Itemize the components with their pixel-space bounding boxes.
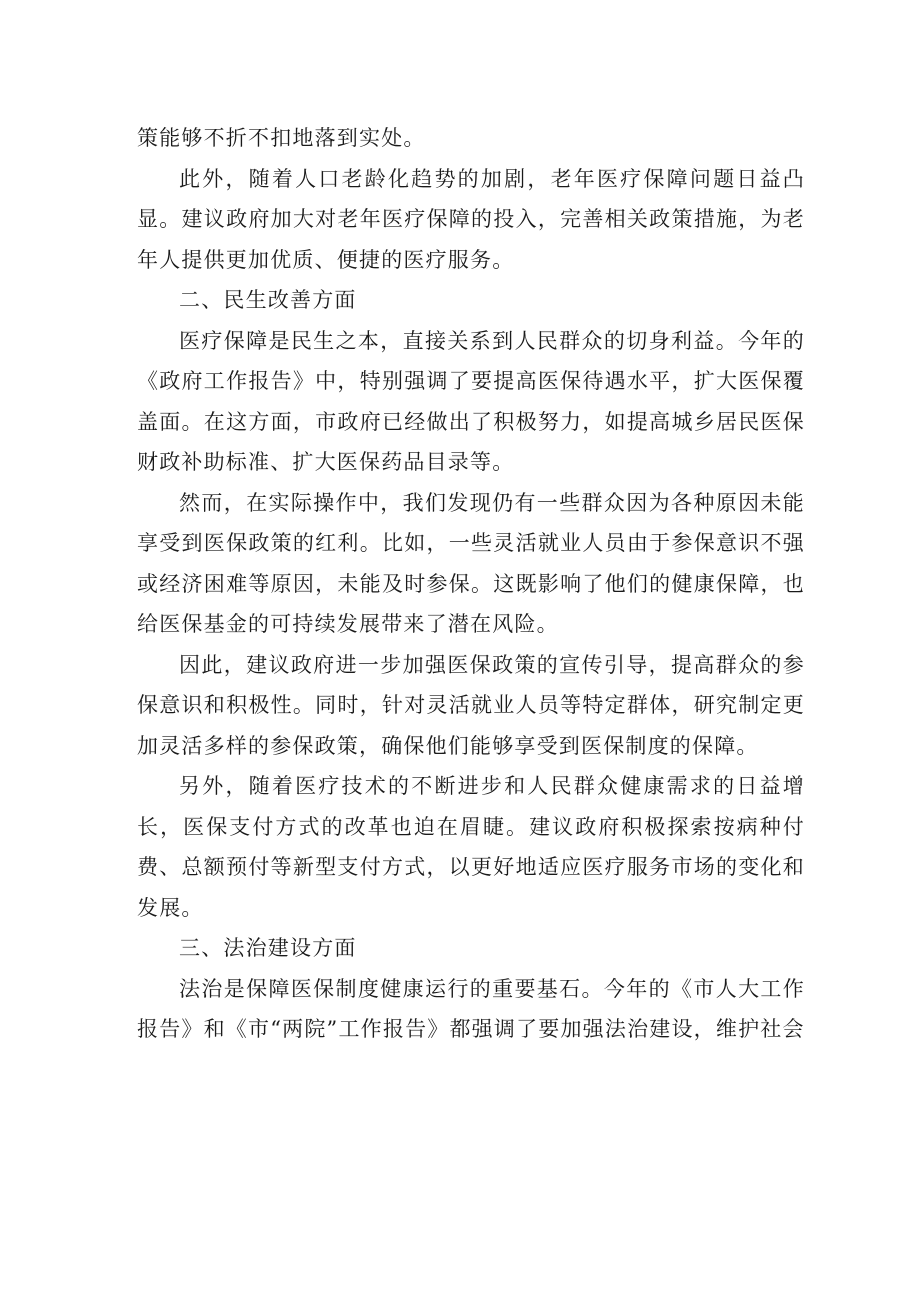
document-body xyxy=(137,118,805,1050)
section-heading-livelihood: 二、民生改善方面 xyxy=(179,288,357,312)
paragraph-rule-of-law: 法治是保障医保制度健康运行的重要基石。今年的《市人大工作报告》和《市“两院”工作报告》都强调了要加强法治建设，维护社会 xyxy=(137,976,805,1041)
paragraph-elderly-care: 此外，随着人口老龄化趋势的加剧，老年医疗保障问题日益凸显。建议政府加大对老年医疗保障的投入，完善相关政策措施，为老年人提供更加优质、便捷的医疗服务。 xyxy=(137,166,805,272)
paragraph-practical-issues: 然而，在实际操作中，我们发现仍有一些群众因为各种原因未能享受到医保政策的红利。比如，一些灵活就业人员由于参保意识不强或经济困难等原因，未能及时参保。这既影响了他们的健康保障，也给医保基金的可持续发展带来了潜在风险。 xyxy=(137,490,805,636)
paragraph-recommendations: 因此，建议政府进一步加强医保政策的宣传引导，提高群众的参保意识和积极性。同时，针对灵活就业人员等特定群体，研究制定更加灵活多样的参保政策，确保他们能够享受到医保制度的保障。 xyxy=(137,652,805,758)
section-heading-rule-of-law: 三、法治建设方面 xyxy=(179,936,357,960)
paragraph-livelihood-intro: 医疗保障是民生之本，直接关系到人民群众的切身利益。今年的《政府工作报告》中，特别强调了要提高医保待遇水平，扩大医保覆盖面。在这方面，市政府已经做出了积极努力，如提高城乡居民医保财政补助标准、扩大医保药品目录等。 xyxy=(137,328,805,474)
paragraph-continuation: 策能够不折不扣地落到实处。 xyxy=(137,126,426,150)
paragraph-payment-reform: 另外，随着医疗技术的不断进步和人民群众健康需求的日益增长，医保支付方式的改革也迫在眉睫。建议政府积极探索按病种付费、总额预付等新型支付方式，以更好地适应医疗服务市场的变化和发展。 xyxy=(137,774,805,920)
